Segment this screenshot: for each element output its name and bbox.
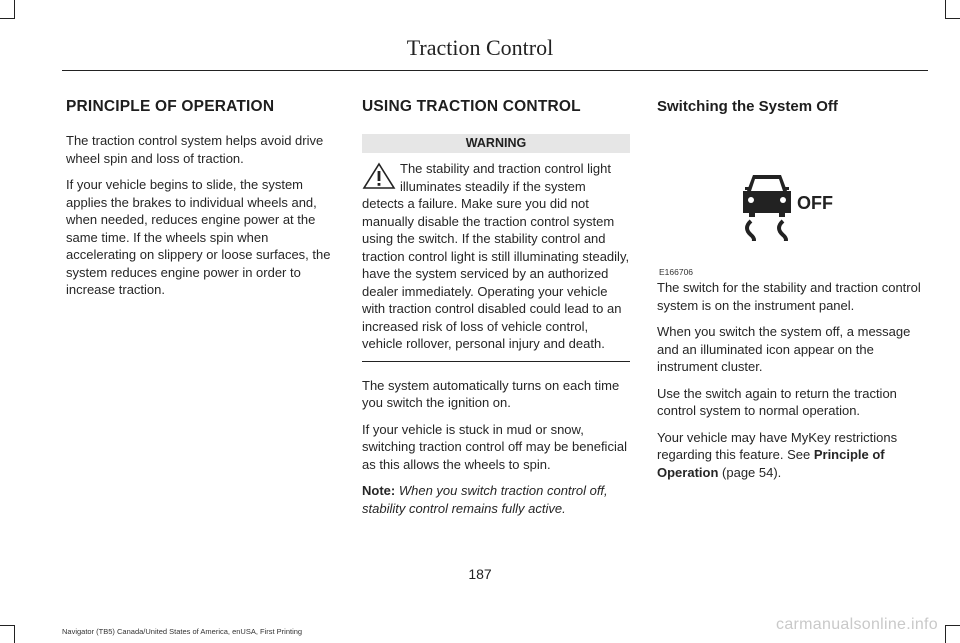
warning-box [362,153,630,353]
crop-mark-top-left-v [14,0,15,19]
off-label: OFF [797,193,833,213]
cross-reference-link[interactable]: Principle of Operation [657,447,885,480]
traction-control-off-icon [739,169,839,241]
subsection-heading-switching-off: Switching the System Off [657,98,838,115]
warning-triangle-icon [362,162,396,190]
warning-divider [362,361,630,362]
paragraph: Use the switch again to return the traction control system to normal operation. [657,385,897,418]
crop-mark-top-left-h [0,18,15,19]
column-using-traction-control [362,98,630,526]
paragraph-mykey [657,429,927,482]
header-divider [62,70,928,71]
note-label: Note: [362,483,396,498]
warning-header: WARNING [362,134,630,153]
crop-mark-top-right-h [945,18,960,19]
paragraph: The system automatically turns on each time you switch the ignition on. [362,377,620,410]
section-heading-principle: PRINCIPLE OF OPERATION [66,98,275,115]
warning-text: The stability and traction control light illuminates steadily if the system detects a failure. Make sure you did not manually disable the traction control system using the switch. If the stability control and traction control light is still illuminating steadily, have the system serviced by an authorized dealer immediately. Operating your vehicle with traction control disabled could lead to an increased risk of loss of vehicle control, vehicle rollover, personal injury and death. [362,161,630,351]
page-reference: (page 54). [722,464,782,480]
image-code: E166706 [659,267,694,277]
section-heading-using: USING TRACTION CONTROL [362,98,581,115]
note [362,482,630,517]
column-principle-of-operation [66,98,336,308]
mykey-text: Your vehicle may have MyKey restrictions regarding this feature. See [657,429,898,462]
note-text: When you switch traction control off, stability control remains fully active. [362,483,608,516]
crop-mark-top-right-v [945,0,946,19]
paragraph: When you switch the system off, a message and an illuminated icon appear on the instrument cluster. [657,324,911,374]
paragraph: The switch for the stability and traction control system is on the instrument panel. [657,280,921,313]
page-title: Traction Control [406,35,554,60]
traction-off-graphic [657,129,927,277]
column-switching-off [657,98,927,490]
footer-text: Navigator (TB5) Canada/United States of America, enUSA, First Printing [62,627,303,636]
paragraph: The traction control system helps avoid drive wheel spin and loss of traction. [66,133,324,166]
crop-mark-bottom-left-h [0,625,15,626]
crop-mark-bottom-right-h [945,625,960,626]
watermark: carmanualsonline.info [776,616,938,633]
paragraph: If your vehicle is stuck in mud or snow, switching traction control off may be beneficial as this allows the wheels to spin. [362,421,627,472]
page-number: 187 [468,566,492,582]
paragraph: If your vehicle begins to slide, the system applies the brakes to individual wheels and, when needed, reduces engine power at the same time. If the wheels spin when accelerating on slippery or loose surfaces, the system reduces engine power in order to increase traction. [66,177,331,297]
crop-mark-bottom-right-v [945,625,946,643]
crop-mark-bottom-left-v [14,625,15,643]
